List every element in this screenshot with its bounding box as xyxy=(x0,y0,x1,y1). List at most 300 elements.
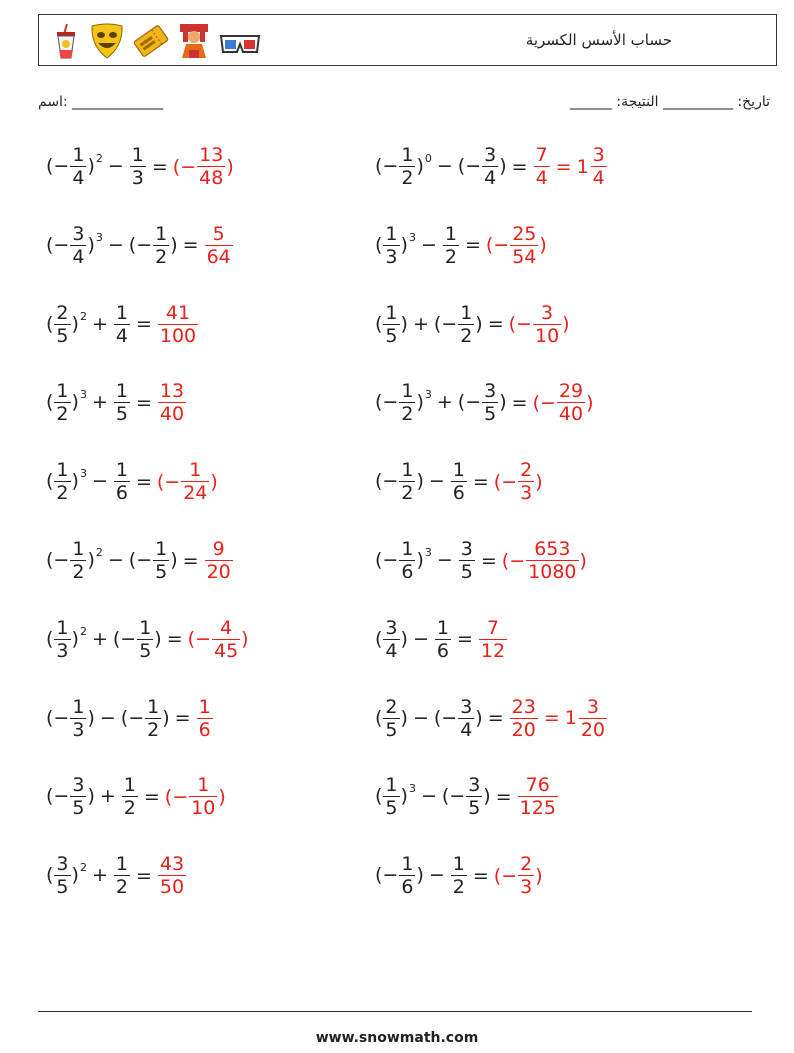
parenthesis: ) xyxy=(154,627,162,650)
fraction xyxy=(383,617,399,662)
parenthesis: ( xyxy=(457,155,466,177)
problem-answer xyxy=(509,696,608,741)
denominator: 2 xyxy=(452,876,465,899)
fraction xyxy=(54,459,70,504)
fraction xyxy=(130,144,146,189)
operator: − xyxy=(412,627,429,650)
denominator: 2 xyxy=(444,245,457,268)
denominator: 12 xyxy=(480,639,506,662)
denominator: 5 xyxy=(484,403,497,426)
operator: + xyxy=(436,391,453,414)
problem-answer xyxy=(204,538,234,583)
problem-expression xyxy=(375,223,460,268)
denominator: 6 xyxy=(115,482,128,505)
fraction xyxy=(459,538,475,583)
fraction xyxy=(212,617,240,662)
sign: − xyxy=(382,549,399,571)
operator: + xyxy=(99,785,116,808)
problem-answer xyxy=(204,223,234,268)
denominator: 4 xyxy=(115,324,128,347)
exponent: 3 xyxy=(408,782,416,796)
worksheet-title: حساب الأسس الكسرية xyxy=(525,31,672,49)
exponent: 3 xyxy=(424,546,432,559)
numerator: 1 xyxy=(115,380,128,403)
denominator: 40 xyxy=(159,403,185,426)
problem-answer xyxy=(517,774,559,819)
parenthesis: ( xyxy=(493,470,502,493)
denominator: 2 xyxy=(147,718,160,741)
denominator: 4 xyxy=(484,167,497,189)
problem-answer xyxy=(494,853,543,898)
denominator: 2 xyxy=(123,797,136,820)
equals-sign: = xyxy=(182,234,199,257)
numerator: 5 xyxy=(212,222,225,245)
fraction xyxy=(114,380,130,425)
cinema-ticket-icon xyxy=(133,22,169,60)
problem-item xyxy=(375,538,587,583)
operator: − xyxy=(428,470,445,493)
parenthesis: ) xyxy=(475,312,483,335)
parenthesis: ) xyxy=(71,470,79,493)
date-score-field: ______ :تاريخ: __________ النتيجة xyxy=(569,94,770,110)
fraction xyxy=(383,696,399,741)
operator: + xyxy=(91,391,108,414)
fraction xyxy=(557,380,585,425)
operator: + xyxy=(412,312,429,335)
denominator: 125 xyxy=(519,797,556,820)
problem-answer xyxy=(173,144,234,189)
operator: − xyxy=(428,864,445,887)
numerator: 1 xyxy=(123,774,136,797)
operator: − xyxy=(420,233,437,256)
problem-expression xyxy=(375,617,452,662)
numerator: 1 xyxy=(385,774,398,797)
problem-answer xyxy=(196,696,214,741)
parenthesis: ( xyxy=(441,785,450,808)
denominator: 5 xyxy=(385,324,398,347)
fraction xyxy=(158,380,186,425)
problem-item xyxy=(375,302,570,347)
fraction xyxy=(458,696,474,741)
parenthesis: ) xyxy=(499,155,507,177)
parenthesis: ) xyxy=(71,864,79,887)
numerator: 1 xyxy=(147,695,160,718)
exponent: 2 xyxy=(79,861,87,875)
operator: = xyxy=(543,707,560,730)
numerator: 2 xyxy=(385,695,398,718)
parenthesis: ( xyxy=(187,628,196,651)
equals-sign: = xyxy=(456,628,473,651)
parenthesis: ) xyxy=(539,234,547,257)
denominator: 5 xyxy=(56,876,69,899)
fraction xyxy=(153,223,169,268)
numerator: 1 xyxy=(401,380,414,403)
exponent: 0 xyxy=(424,152,432,165)
problem-expression xyxy=(375,459,468,504)
numerator: 1 xyxy=(56,616,69,639)
operator: + xyxy=(91,312,108,335)
fraction xyxy=(114,853,130,898)
denominator: 24 xyxy=(183,482,208,505)
sign: − xyxy=(136,233,153,256)
fraction xyxy=(122,774,138,819)
numerator: 1 xyxy=(72,144,85,166)
problem-answer xyxy=(533,380,594,425)
numerator: 2 xyxy=(56,301,69,324)
equals-sign: = xyxy=(511,391,528,414)
problem-expression xyxy=(46,459,131,504)
sign: − xyxy=(53,706,70,729)
numerator: 1 xyxy=(452,853,465,876)
numerator: 3 xyxy=(484,380,497,403)
denominator: 4 xyxy=(460,718,473,741)
exponent: 2 xyxy=(79,309,87,323)
parenthesis: ( xyxy=(46,391,54,414)
denominator: 5 xyxy=(385,797,398,820)
parenthesis: ) xyxy=(71,627,79,650)
parenthesis: ) xyxy=(400,312,408,335)
denominator: 100 xyxy=(159,324,197,347)
denominator: 3 xyxy=(385,245,398,268)
numerator: 1 xyxy=(189,459,202,482)
denominator: 10 xyxy=(191,797,216,820)
fraction xyxy=(451,853,467,898)
parenthesis: ( xyxy=(433,312,442,335)
denominator: 5 xyxy=(468,797,481,820)
numerator: 3 xyxy=(72,222,85,245)
operator: + xyxy=(91,627,108,650)
movie-director-icon xyxy=(177,22,211,60)
denominator: 54 xyxy=(512,245,537,268)
exponent: 3 xyxy=(79,467,87,481)
numerator: 13 xyxy=(199,144,224,166)
numerator: 1 xyxy=(401,538,414,560)
problem-item xyxy=(46,223,234,268)
sign: − xyxy=(120,627,137,650)
denominator: 3 xyxy=(520,876,533,899)
denominator: 2 xyxy=(401,482,414,505)
parenthesis: ( xyxy=(375,706,383,729)
fraction xyxy=(458,302,474,347)
operator: − xyxy=(436,549,453,571)
numerator: 1 xyxy=(115,853,128,876)
problem-item xyxy=(46,538,234,583)
denominator: 3 xyxy=(131,167,144,189)
sign: − xyxy=(195,628,211,651)
problem-expression xyxy=(46,774,139,819)
parenthesis: ( xyxy=(457,391,466,414)
numerator: 7 xyxy=(486,616,500,639)
sign: − xyxy=(53,549,70,571)
parenthesis: ( xyxy=(508,313,517,336)
fraction xyxy=(399,380,415,425)
problem-expression xyxy=(375,144,507,189)
fraction xyxy=(197,696,213,741)
parenthesis: ( xyxy=(433,706,442,729)
denominator: 4 xyxy=(72,245,85,268)
parenthesis: ) xyxy=(400,233,408,256)
denominator: 40 xyxy=(558,403,584,426)
operator: − xyxy=(107,233,124,256)
parenthesis: ( xyxy=(375,312,383,335)
problem-answer xyxy=(502,538,587,583)
problem-answer xyxy=(509,302,570,347)
denominator: 48 xyxy=(199,167,224,189)
numerator: 1 xyxy=(72,695,85,718)
numerator: 1 xyxy=(444,222,457,245)
sign: − xyxy=(136,549,153,571)
problem-answer xyxy=(494,459,543,504)
numerator: 3 xyxy=(56,853,69,876)
fraction xyxy=(526,538,578,583)
sign: − xyxy=(382,864,399,887)
problem-answer xyxy=(157,459,218,504)
problem-item xyxy=(375,144,608,189)
problem-item xyxy=(46,144,234,189)
problem-item xyxy=(375,223,547,268)
parenthesis: ) xyxy=(535,864,543,887)
fraction xyxy=(399,538,415,583)
parenthesis: ) xyxy=(416,470,424,493)
numerator: 1 xyxy=(198,695,211,718)
parenthesis: ( xyxy=(46,470,54,493)
sign: − xyxy=(465,391,482,414)
parenthesis: ( xyxy=(375,155,383,177)
numerator: 1 xyxy=(452,459,465,482)
parenthesis: ( xyxy=(375,864,383,887)
sign: − xyxy=(382,155,399,177)
numerator: 76 xyxy=(525,774,550,797)
fraction xyxy=(482,380,498,425)
parenthesis: ) xyxy=(218,785,226,808)
numerator: 41 xyxy=(165,301,191,324)
operator: − xyxy=(107,155,124,177)
denominator: 3 xyxy=(56,639,69,662)
fraction xyxy=(510,223,538,268)
sign: − xyxy=(382,470,399,493)
denominator: 1080 xyxy=(528,561,577,583)
parenthesis: ( xyxy=(46,627,54,650)
fraction xyxy=(205,538,233,583)
problem-answer xyxy=(157,380,187,425)
denominator: 2 xyxy=(460,324,473,347)
parenthesis: ( xyxy=(532,391,540,414)
equals-sign: = xyxy=(182,549,199,572)
problem-answer xyxy=(486,223,547,268)
problem-expression xyxy=(375,538,476,583)
sign: − xyxy=(441,706,458,729)
fraction xyxy=(479,617,507,662)
problem-expression xyxy=(46,538,178,583)
sign: − xyxy=(53,155,70,177)
problem-expression xyxy=(46,144,147,189)
parenthesis: ( xyxy=(120,706,129,729)
denominator: 5 xyxy=(385,718,398,741)
problem-answer xyxy=(188,617,249,662)
denominator: 6 xyxy=(401,561,414,583)
equals-sign: = xyxy=(487,313,504,336)
parenthesis: ( xyxy=(493,864,502,887)
equals-sign: = xyxy=(464,234,481,257)
problem-expression xyxy=(46,617,162,662)
numerator: 3 xyxy=(460,695,473,718)
3d-glasses-icon xyxy=(219,22,261,60)
problem-answer xyxy=(165,774,226,819)
parenthesis: ) xyxy=(400,785,408,808)
denominator: 2 xyxy=(115,876,128,899)
problem-item xyxy=(46,302,199,347)
fraction xyxy=(518,459,534,504)
problem-answer xyxy=(478,617,508,662)
operator: = xyxy=(555,155,572,178)
fraction xyxy=(443,223,459,268)
exponent: 3 xyxy=(408,230,416,244)
worksheet-header xyxy=(38,14,777,66)
problem-item xyxy=(46,696,214,741)
header-icons xyxy=(51,21,261,61)
numerator: 2 xyxy=(520,853,533,876)
denominator: 5 xyxy=(115,403,128,426)
numerator: 1 xyxy=(197,774,210,797)
denominator: 2 xyxy=(401,403,414,426)
sign: − xyxy=(172,785,189,808)
equals-sign: = xyxy=(511,155,528,178)
numerator: 13 xyxy=(159,380,185,403)
operator: + xyxy=(91,864,108,887)
numerator: 3 xyxy=(586,695,599,718)
problem-expression xyxy=(46,223,178,268)
equals-sign: = xyxy=(472,864,489,887)
denominator: 64 xyxy=(206,245,231,268)
sign: − xyxy=(382,391,399,414)
operator: − xyxy=(436,155,453,177)
operator: − xyxy=(107,549,124,571)
exponent: 2 xyxy=(79,624,87,638)
fraction xyxy=(158,302,198,347)
denominator: 2 xyxy=(155,245,168,268)
fraction xyxy=(158,853,186,898)
denominator: 4 xyxy=(535,167,548,189)
numerator: 4 xyxy=(220,616,233,639)
parenthesis: ( xyxy=(128,233,137,256)
denominator: 5 xyxy=(139,639,152,662)
sign: − xyxy=(501,864,518,887)
numerator: 3 xyxy=(484,144,497,166)
fraction xyxy=(145,696,161,741)
equals-sign: = xyxy=(151,155,168,178)
denominator: 5 xyxy=(56,324,69,347)
problem-expression xyxy=(46,853,131,898)
problem-expression xyxy=(46,696,170,741)
fraction xyxy=(114,459,130,504)
denominator: 50 xyxy=(159,876,185,899)
numerator: 1 xyxy=(115,301,128,324)
parenthesis: ) xyxy=(416,864,424,887)
fraction xyxy=(399,144,415,189)
whole-number: 1 xyxy=(564,707,577,730)
parenthesis: ( xyxy=(112,627,121,650)
parenthesis: ( xyxy=(128,549,137,571)
problem-expression xyxy=(375,380,507,425)
parenthesis: ) xyxy=(210,470,218,493)
fraction xyxy=(591,144,607,189)
numerator: 25 xyxy=(512,222,537,245)
denominator: 5 xyxy=(72,797,85,820)
parenthesis: ) xyxy=(475,706,483,729)
numerator: 1 xyxy=(401,459,414,482)
fraction xyxy=(383,223,399,268)
problem-answer xyxy=(533,144,608,189)
denominator: 6 xyxy=(452,482,465,505)
operator: − xyxy=(420,785,437,808)
denominator: 20 xyxy=(206,561,231,583)
numerator: 1 xyxy=(139,616,152,639)
denominator: 20 xyxy=(511,718,536,741)
whole-number: 1 xyxy=(576,155,589,178)
equals-sign: = xyxy=(135,313,152,336)
fraction xyxy=(518,853,534,898)
parenthesis: ) xyxy=(71,391,79,414)
exponent: 3 xyxy=(79,388,87,402)
numerator: 3 xyxy=(592,144,605,166)
parenthesis: ( xyxy=(375,627,383,650)
denominator: 45 xyxy=(213,639,239,662)
denominator: 6 xyxy=(401,876,414,899)
parenthesis: ( xyxy=(46,155,54,177)
problem-expression xyxy=(46,380,131,425)
fraction xyxy=(70,144,86,189)
fraction xyxy=(197,144,225,189)
parenthesis: ) xyxy=(71,312,79,335)
equals-sign: = xyxy=(135,391,152,414)
denominator: 2 xyxy=(56,482,69,505)
sign: − xyxy=(53,233,70,256)
denominator: 4 xyxy=(592,167,605,189)
fraction xyxy=(181,459,209,504)
parenthesis: ( xyxy=(375,391,383,414)
parenthesis: ( xyxy=(485,234,494,257)
denominator: 2 xyxy=(56,403,69,426)
parenthesis: ) xyxy=(87,785,95,808)
operator: − xyxy=(91,470,108,493)
parenthesis: ) xyxy=(416,549,424,571)
problem-item xyxy=(46,774,226,819)
denominator: 6 xyxy=(436,639,449,662)
fraction xyxy=(189,774,217,819)
equals-sign: = xyxy=(135,864,152,887)
numerator: 3 xyxy=(385,616,398,639)
denominator: 2 xyxy=(72,561,85,583)
exponent: 2 xyxy=(95,546,103,559)
numerator: 9 xyxy=(212,538,225,560)
fraction xyxy=(399,459,415,504)
parenthesis: ) xyxy=(535,470,543,493)
fraction xyxy=(54,617,70,662)
problem-expression xyxy=(375,853,468,898)
fraction xyxy=(383,302,399,347)
equals-sign: = xyxy=(480,549,497,572)
numerator: 1 xyxy=(56,380,69,403)
denominator: 3 xyxy=(72,718,85,741)
sign: − xyxy=(164,470,181,493)
fraction xyxy=(70,538,86,583)
parenthesis: ) xyxy=(162,706,170,729)
sign: − xyxy=(509,549,526,572)
numerator: 29 xyxy=(558,380,584,403)
footer-url: www.snowmath.com xyxy=(315,1030,479,1046)
equals-sign: = xyxy=(487,707,504,730)
denominator: 6 xyxy=(198,718,211,741)
